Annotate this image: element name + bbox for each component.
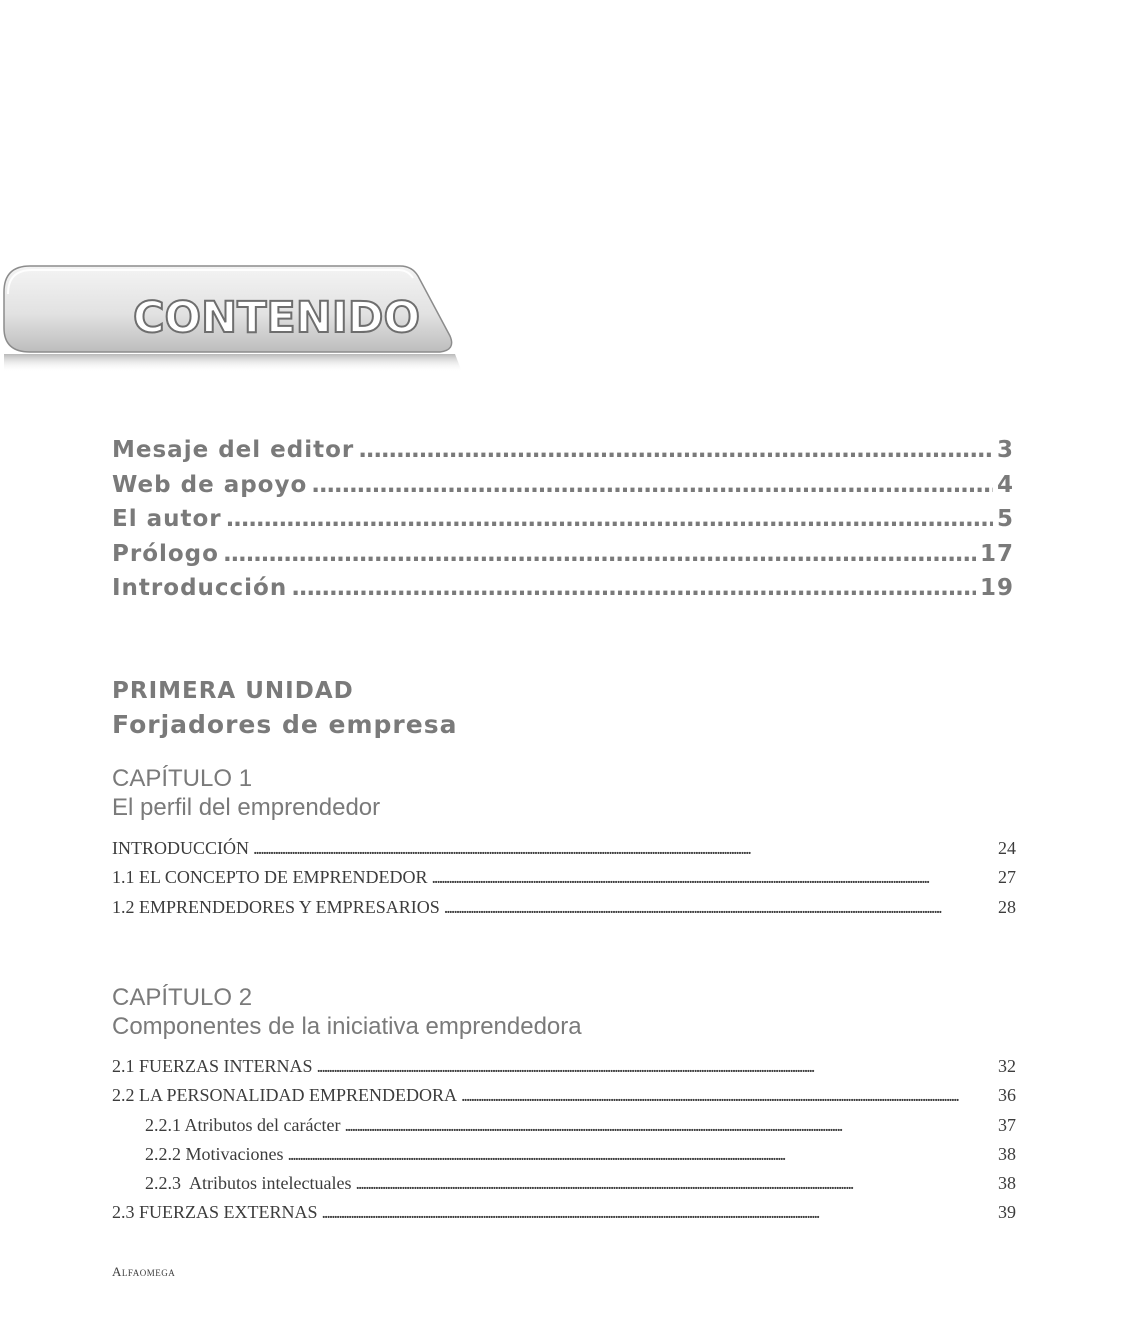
toc-entry-page: 19 <box>979 575 1014 601</box>
toc-entry-label: 2.1 FUERZAS INTERNAS <box>112 1056 313 1076</box>
chapter-1-title: El perfil del emprendedor <box>112 794 381 821</box>
toc-entry[interactable] <box>112 437 1014 472</box>
dot-leader <box>253 838 994 859</box>
toc-entry-label: INTRODUCCIÓN <box>112 838 249 858</box>
toc-entry[interactable] <box>112 897 1016 926</box>
chapter-1-entries <box>112 838 1016 926</box>
toc-entry-page: 38 <box>998 1143 1016 1164</box>
toc-entry-page: 28 <box>998 896 1016 917</box>
toc-entry[interactable] <box>112 1085 1016 1114</box>
toc-entry-page: 27 <box>998 867 1016 888</box>
toc-entry-page: 39 <box>998 1202 1016 1223</box>
toc-entry-label: Mesaje del editor <box>112 437 355 463</box>
dot-leader <box>461 1085 994 1106</box>
publisher-footer: Alfaomega <box>112 1264 176 1279</box>
toc-entry-page: 4 <box>996 471 1014 498</box>
toc-entry-label: 2.2.2 Motivaciones <box>145 1143 284 1164</box>
dot-leader <box>444 897 994 918</box>
toc-entry[interactable] <box>112 838 1016 867</box>
dot-leader <box>344 1115 994 1136</box>
front-matter-list <box>112 437 1014 610</box>
dot-leader <box>287 1144 994 1165</box>
toc-entry-page: 3 <box>996 437 1014 463</box>
toc-entry-label: 2.3 FUERZAS EXTERNAS <box>112 1202 318 1223</box>
toc-entry[interactable] <box>112 1115 1016 1144</box>
toc-entry-label: 1.1 EL CONCEPTO DE EMPRENDEDOR <box>112 867 428 888</box>
toc-entry-page: 36 <box>998 1085 1016 1106</box>
toc-entry-page: 38 <box>998 1173 1016 1194</box>
toc-entry-page: 24 <box>998 838 1016 858</box>
toc-entry[interactable] <box>112 1202 1016 1231</box>
toc-entry[interactable] <box>112 506 1014 541</box>
dot-leader <box>226 506 993 532</box>
toc-entry-page: 32 <box>998 1056 1016 1076</box>
toc-entry-label: Introducción <box>112 575 288 601</box>
chapter-1-label: CAPÍTULO 1 <box>112 765 253 792</box>
unit-label: PRIMERA UNIDAD <box>112 678 354 704</box>
toc-entry[interactable] <box>112 867 1016 896</box>
toc-entry[interactable] <box>112 541 1014 576</box>
toc-entry[interactable] <box>112 1173 1016 1202</box>
toc-entry-label: Web de apoyo <box>112 471 308 498</box>
page-title: CONTENIDO <box>133 293 421 343</box>
toc-entry-label: 2.2.3 Atributos intelectuales <box>145 1173 352 1194</box>
toc-entry[interactable] <box>112 472 1014 507</box>
toc-entry-label: 2.2 LA PERSONALIDAD EMPRENDEDORA <box>112 1085 458 1106</box>
toc-entry[interactable] <box>112 1056 1016 1085</box>
toc-entry-label: Prólogo <box>112 540 219 567</box>
dot-leader <box>358 437 993 463</box>
dot-leader <box>223 541 976 567</box>
chapter-2-entries <box>112 1056 1016 1232</box>
dot-leader <box>317 1056 994 1077</box>
toc-entry[interactable] <box>112 1144 1016 1173</box>
toc-entry-page: 17 <box>979 540 1014 567</box>
dot-leader <box>322 1202 994 1223</box>
dot-leader <box>311 472 993 498</box>
toc-entry-label: 2.2.1 Atributos del carácter <box>145 1114 341 1135</box>
toc-entry-page: 5 <box>996 506 1014 532</box>
chapter-2-label: CAPÍTULO 2 <box>112 984 253 1011</box>
toc-entry[interactable] <box>112 575 1014 610</box>
chapter-2-title: Componentes de la iniciativa emprendedora <box>112 1013 582 1040</box>
unit-title: Forjadores de empresa <box>112 710 458 739</box>
dot-leader <box>291 575 976 601</box>
toc-entry-page: 37 <box>998 1114 1016 1135</box>
toc-entry-label: El autor <box>112 506 222 532</box>
dot-leader <box>432 867 994 888</box>
toc-entry-label: 1.2 EMPRENDEDORES Y EMPRESARIOS <box>112 896 440 917</box>
dot-leader <box>355 1173 994 1194</box>
